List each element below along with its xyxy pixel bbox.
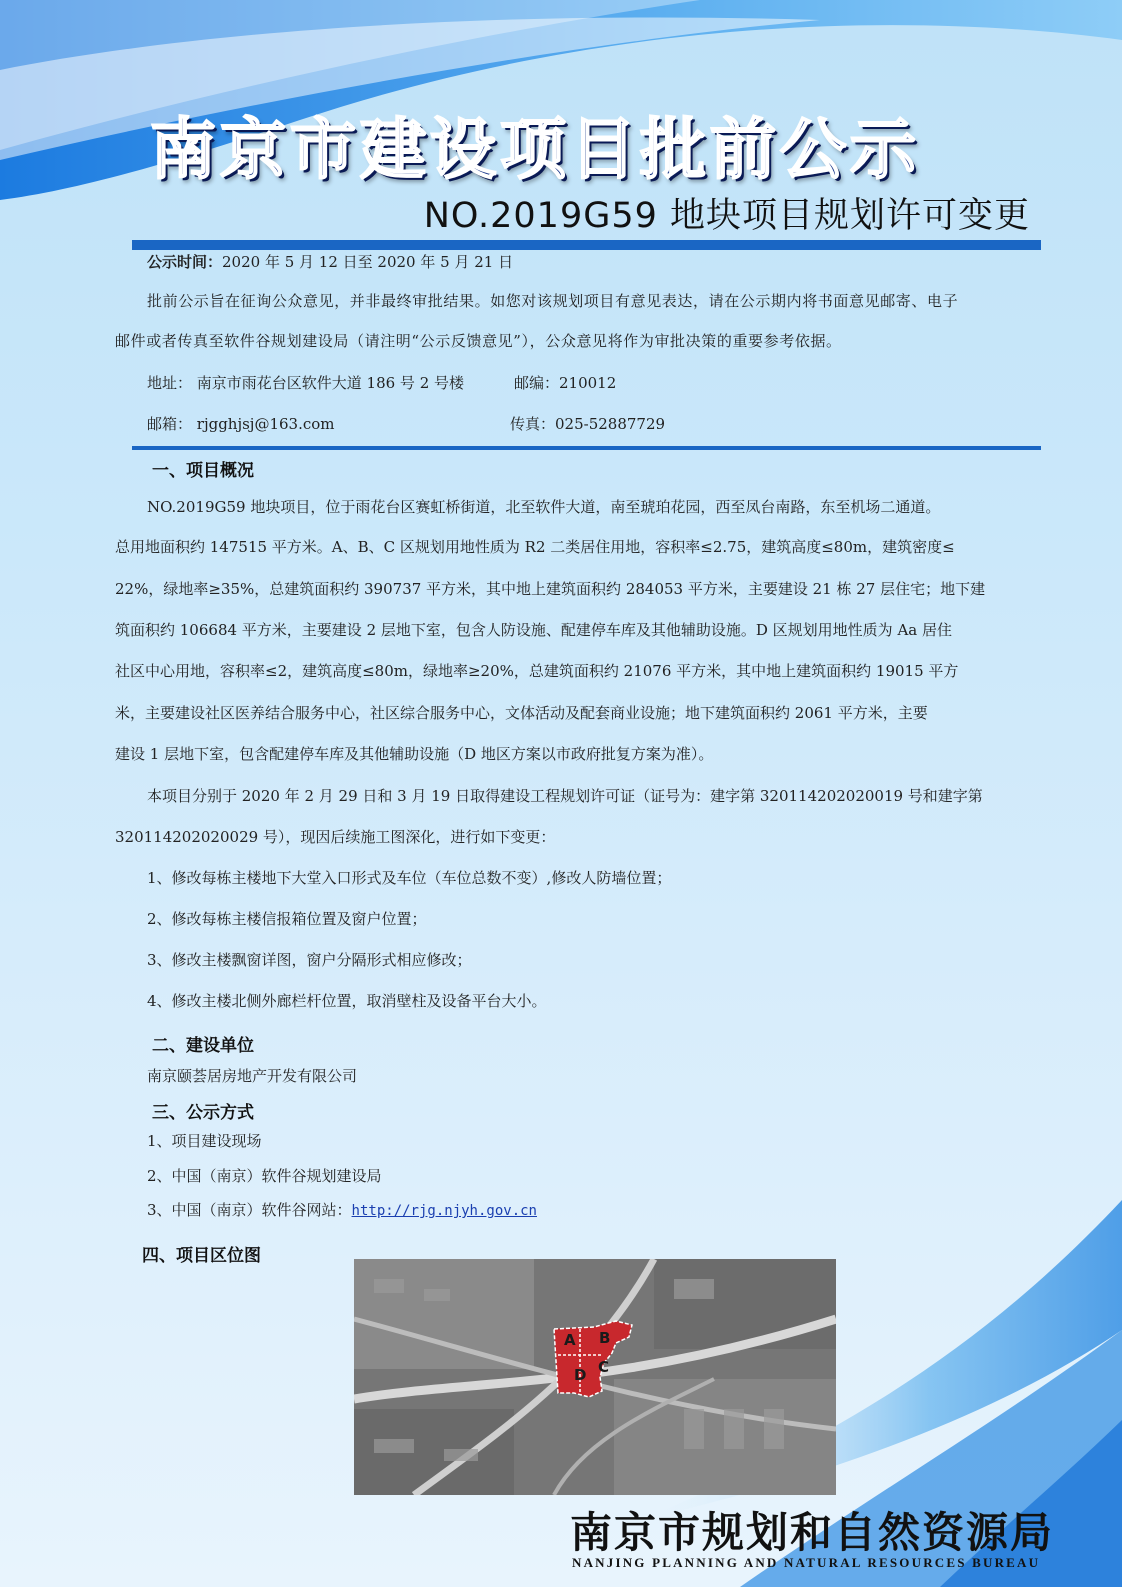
change-item: 3、修改主楼飘窗详图，窗户分隔形式相应修改； bbox=[147, 951, 472, 969]
change-item: 4、修改主楼北侧外廊栏杆位置，取消壁柱及设备平台大小。 bbox=[147, 992, 547, 1010]
location-map bbox=[354, 1259, 836, 1495]
developer-name: 南京颐荟居房地产开发有限公司 bbox=[147, 1067, 358, 1085]
section-heading-overview: 一、项目概况 bbox=[152, 461, 254, 481]
overview-line: 社区中心用地，容积率≤2，建筑高度≤80m，绿地率≥20%，总建筑面积约 21076 平方米，其中地上建筑面积约 19015 平方 bbox=[115, 662, 959, 680]
notice-divider bbox=[132, 446, 1041, 450]
method-item: 2、中国（南京）软件谷规划建设局 bbox=[147, 1167, 382, 1185]
page-title: 南京市建设项目批前公示 bbox=[150, 110, 920, 188]
intro-line-2: 邮件或者传真至软件谷规划建设局（请注明“公示反馈意见”），公众意见将作为审批决策的重要参考依据。 bbox=[115, 332, 842, 350]
change-item: 2、修改每栋主楼信报箱位置及窗户位置； bbox=[147, 910, 427, 928]
overview-line: NO.2019G59 地块项目，位于雨花台区赛虹桥街道，北至软件大道，南至琥珀花园，西至凤台南路，东至机场二通道。 bbox=[147, 498, 941, 516]
map-label-d: D bbox=[574, 1366, 587, 1384]
method-item-website bbox=[147, 1200, 537, 1221]
map-label-a: A bbox=[564, 1331, 576, 1349]
notice-time-label: 公示时间： bbox=[147, 253, 223, 271]
intro-line-1: 批前公示旨在征询公众意见，并非最终审批结果。如您对该规划项目有意见表达，请在公示期内将书面意见邮寄、电子 bbox=[147, 292, 959, 310]
method-item: 1、项目建设现场 bbox=[147, 1132, 262, 1150]
overview-line: 米，主要建设社区医养结合服务中心，社区综合服务中心，文体活动及配套商业设施；地下建筑面积约 2061 平方米，主要 bbox=[115, 704, 928, 722]
change-item: 1、修改每栋主楼地下大堂入口形式及车位（车位总数不变）,修改人防墙位置； bbox=[147, 869, 672, 887]
header-divider bbox=[132, 240, 1041, 250]
footer-org-name: 南京市规划和自然资源局 bbox=[570, 1508, 1055, 1557]
map-label-b: B bbox=[599, 1329, 611, 1347]
fax-text: 传真：025-52887729 bbox=[510, 415, 666, 433]
postcode-text: 邮编：210012 bbox=[514, 374, 617, 392]
overview-line: 总用地面积约 147515 平方米。A、B、C 区规划用地性质为 R2 二类居住用地，容积率≤2.75，建筑高度≤80m，建筑密度≤ bbox=[115, 538, 955, 556]
overview-line: 22%，绿地率≥35%，总建筑面积约 390737 平方米，其中地上建筑面积约 284053 平方米，主要建设 21 栋 27 层住宅；地下建 bbox=[115, 580, 986, 598]
section-heading-developer: 二、建设单位 bbox=[152, 1036, 254, 1056]
email-text: 邮箱： rjgghjsj@163.com bbox=[147, 415, 335, 433]
permit-line-1: 本项目分别于 2020 年 2 月 29 日和 3 月 19 日取得建设工程规划许可证（证号为：建字第 320114202020019 号和建字第 bbox=[147, 787, 983, 805]
page-subtitle: NO.2019G59 地块项目规划许可变更 bbox=[423, 196, 1030, 236]
notice-time-value: 2020 年 5 月 12 日至 2020 年 5 月 21 日 bbox=[222, 253, 514, 271]
notice-time bbox=[147, 252, 513, 272]
website-label: 3、中国（南京）软件谷网站： bbox=[147, 1201, 352, 1219]
address-text: 地址： 南京市雨花台区软件大道 186 号 2 号楼 bbox=[147, 374, 465, 392]
footer-org-name-en: NANJING PLANNING AND NATURAL RESOURCES BUREAU bbox=[572, 1555, 1041, 1570]
aerial-map-image bbox=[354, 1259, 836, 1495]
overview-line: 建设 1 层地下室，包含配建停车库及其他辅助设施（D 地区方案以市政府批复方案为准）。 bbox=[115, 745, 714, 763]
website-link[interactable]: http://rjg.njyh.gov.cn bbox=[351, 1203, 537, 1219]
overview-line: 筑面积约 106684 平方米，主要建设 2 层地下室，包含人防设施、配建停车库及其他辅助设施。D 区规划用地性质为 Aa 居住 bbox=[115, 621, 952, 639]
section-heading-method: 三、公示方式 bbox=[152, 1103, 254, 1123]
map-label-c: C bbox=[598, 1358, 610, 1376]
permit-line-2: 320114202020029 号），现因后续施工图深化，进行如下变更： bbox=[115, 828, 556, 846]
section-heading-location-map: 四、项目区位图 bbox=[142, 1246, 261, 1266]
